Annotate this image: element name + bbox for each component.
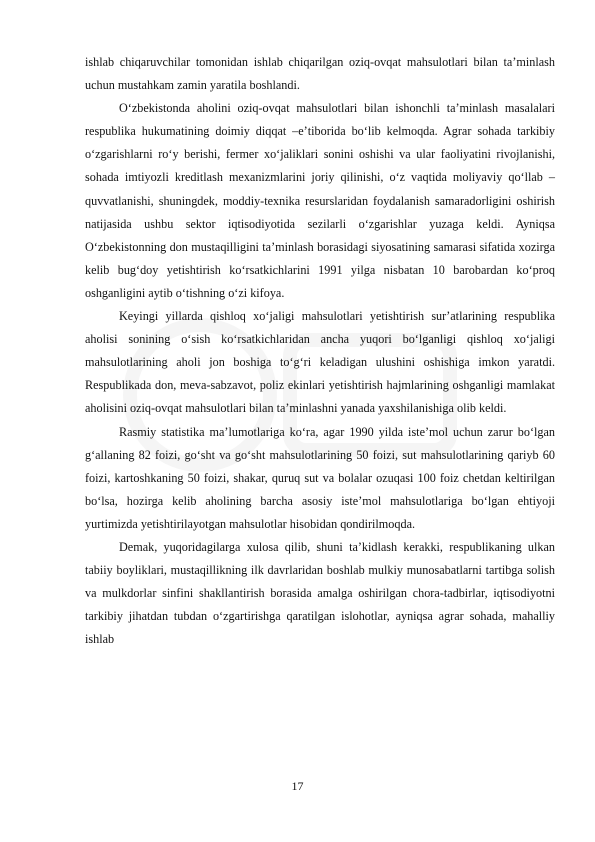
document-body (85, 51, 555, 651)
paragraph-2: Oʻzbekistonda aholini oziq-ovqat mahsulotlari bilan ishonchli taʼminlash masalalari respublika hukumatining doimiy diqqat –eʼtiborida boʻlib kelmoqda. Agrar sohada tarkibiy oʻzgarishlarni roʻy berishi, fermer xoʻjaliklari sonini oshishi va ular faoliyatini rivojlanishi, sohada imtiyozli kreditlash mexanizmlarini joriy qilinishi, oʻz vaqtida moliyaviy qoʻllab – quvvatlanishi, shuningdek, moddiy-texnika resurslaridan foydalanish samaradorligini oshirish natijasida ushbu sektor iqtisodiyotida sezilarli oʻzgarishlar yuzaga keldi. Ayniqsa Oʻzbekistonning don mustaqilligini taʼminlash borasidagi siyosatining samarasi sifatida xozirga kelib bugʻdoy yetishtirish koʻrsatkichlarini 1991 yilga nisbatan 10 barobardan koʻproq oshganligini aytib oʻtishning oʻzi kifoya. (85, 101, 555, 300)
paragraph-1: ishlab chiqaruvchilar tomonidan ishlab chiqarilgan oziq-ovqat mahsulotlari bilan taʼminlash uchun mustahkam zamin yaratila boshlandi. (85, 55, 555, 93)
paragraph-4: Rasmiy statistika maʼlumotlariga koʻra, agar 1990 yilda isteʼmol uchun zarur boʻlgan gʻallaning 82 foizi, goʻsht va goʻsht mahsulotlarining 50 foizi, sut mahsulotlarining qariyb 60 foizi, kartoshkaning 50 foizi, shakar, quruq sut va bolalar ozuqasi 100 foiz chetdan keltirilgan boʻlsa, hozirga kelib aholining barcha asosiy isteʼmol mahsulotlariga boʻlgan ehtiyoji yurtimizda yetishtirilayotgan mahsulotlar hisobidan qondirilmoqda. (85, 424, 555, 531)
paragraph-5: Demak, yuqoridagilarga xulosa qilib, shuni taʼkidlash kerakki, respublikaning ulkan tabiiy boyliklari, mustaqillikning ilk davrlaridan boshlab mulkiy munosabatlarni tartibga solish va mulkdorlar sinfini shakllantirish borasida amalga oshirilgan chora-tadbirlar, iqtisodiyotni tarkibiy jihatdan tubdan oʻzgartirishga qaratilgan islohotlar, ayniqsa agrar sohada, mahalliy ishlab (85, 539, 555, 647)
page-number: 17 (291, 779, 304, 793)
paragraph-3: Keyingi yillarda qishloq xoʻjaligi mahsulotlari yetishtirish surʼatlarining respublika aholisi sonining oʻsish koʻrsatkichlaridan ancha yuqori boʻlganligi qishloq xoʻjaligi mahsulotlarining aholi jon boshiga toʻgʻri keladigan ulushini oshishiga imkon yaratdi. Respublikada don, meva-sabzavot, poliz ekinlari yetishtirish hajmlarining oshganligi mamlakat aholisini oziq-ovqat mahsulotlari bilan taʼminlashni yanada yaxshilanishiga olib keldi. (85, 309, 555, 416)
